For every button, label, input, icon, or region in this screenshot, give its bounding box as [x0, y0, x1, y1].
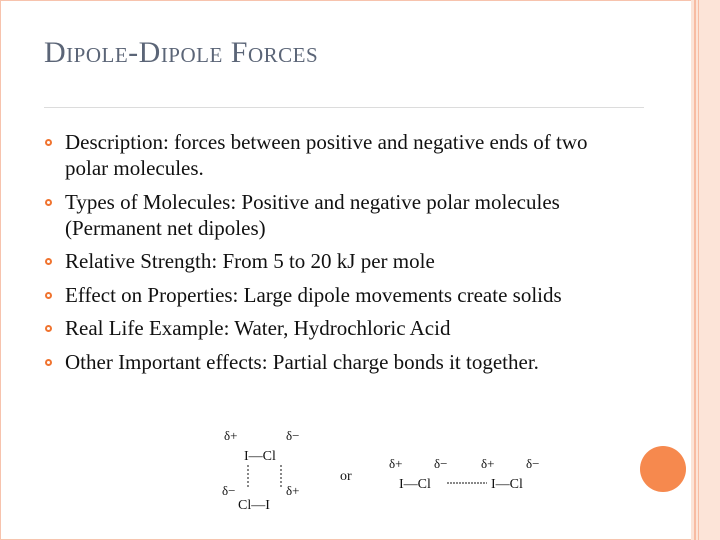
bullet-ring-icon: [45, 258, 52, 265]
charge-label: δ+: [224, 428, 238, 443]
bullet-strength: [44, 248, 634, 274]
dipole-diagram: [210, 425, 570, 515]
title-divider: [44, 107, 644, 108]
accent-circle: [640, 446, 686, 492]
bullet-text: Real Life Example: Water, Hydrochloric Acid: [65, 316, 451, 340]
charge-label: δ−: [526, 456, 540, 471]
bullet-ring-icon: [45, 139, 52, 146]
bullet-text: Relative Strength: From 5 to 20 kJ per mole: [65, 249, 435, 273]
charge-label: δ+: [286, 483, 300, 498]
side-line-outer: [694, 0, 696, 540]
side-line-inner: [698, 0, 699, 540]
bullet-text: Types of Molecules: Positive and negative polar molecules (Permanent net dipoles): [65, 189, 560, 240]
bullet-ring-icon: [45, 325, 52, 332]
bullet-ring-icon: [45, 292, 52, 299]
connector-text: or: [340, 469, 352, 484]
molecule-label: Cl—I: [238, 498, 270, 513]
bullet-other: [44, 349, 634, 375]
bullet-ring-icon: [45, 199, 52, 206]
slide-title: Dipole-Dipole Forces: [44, 36, 319, 69]
charge-label: δ−: [222, 483, 236, 498]
bullet-list: [44, 129, 634, 382]
bullet-ring-icon: [45, 359, 52, 366]
charge-label: δ+: [481, 456, 495, 471]
molecule-label: I—Cl: [399, 477, 431, 492]
bullet-description: [44, 129, 634, 181]
bullet-example: [44, 315, 634, 341]
bullet-text: Other Important effects: Partial charge bonds it together.: [65, 349, 539, 374]
charge-label: δ−: [434, 456, 448, 471]
charge-label: δ−: [286, 428, 300, 443]
bullet-text: Effect on Properties: Large dipole movements create solids: [65, 282, 562, 307]
charge-label: δ+: [389, 456, 403, 471]
molecule-label: I—Cl: [491, 477, 523, 492]
bullet-text: Description: forces between positive and negative ends of two polar molecules.: [65, 130, 588, 180]
molecule-label: I—Cl: [244, 449, 276, 464]
dipole-figure: [210, 425, 570, 515]
bullet-effect: [44, 282, 634, 308]
bullet-types: [44, 189, 634, 241]
